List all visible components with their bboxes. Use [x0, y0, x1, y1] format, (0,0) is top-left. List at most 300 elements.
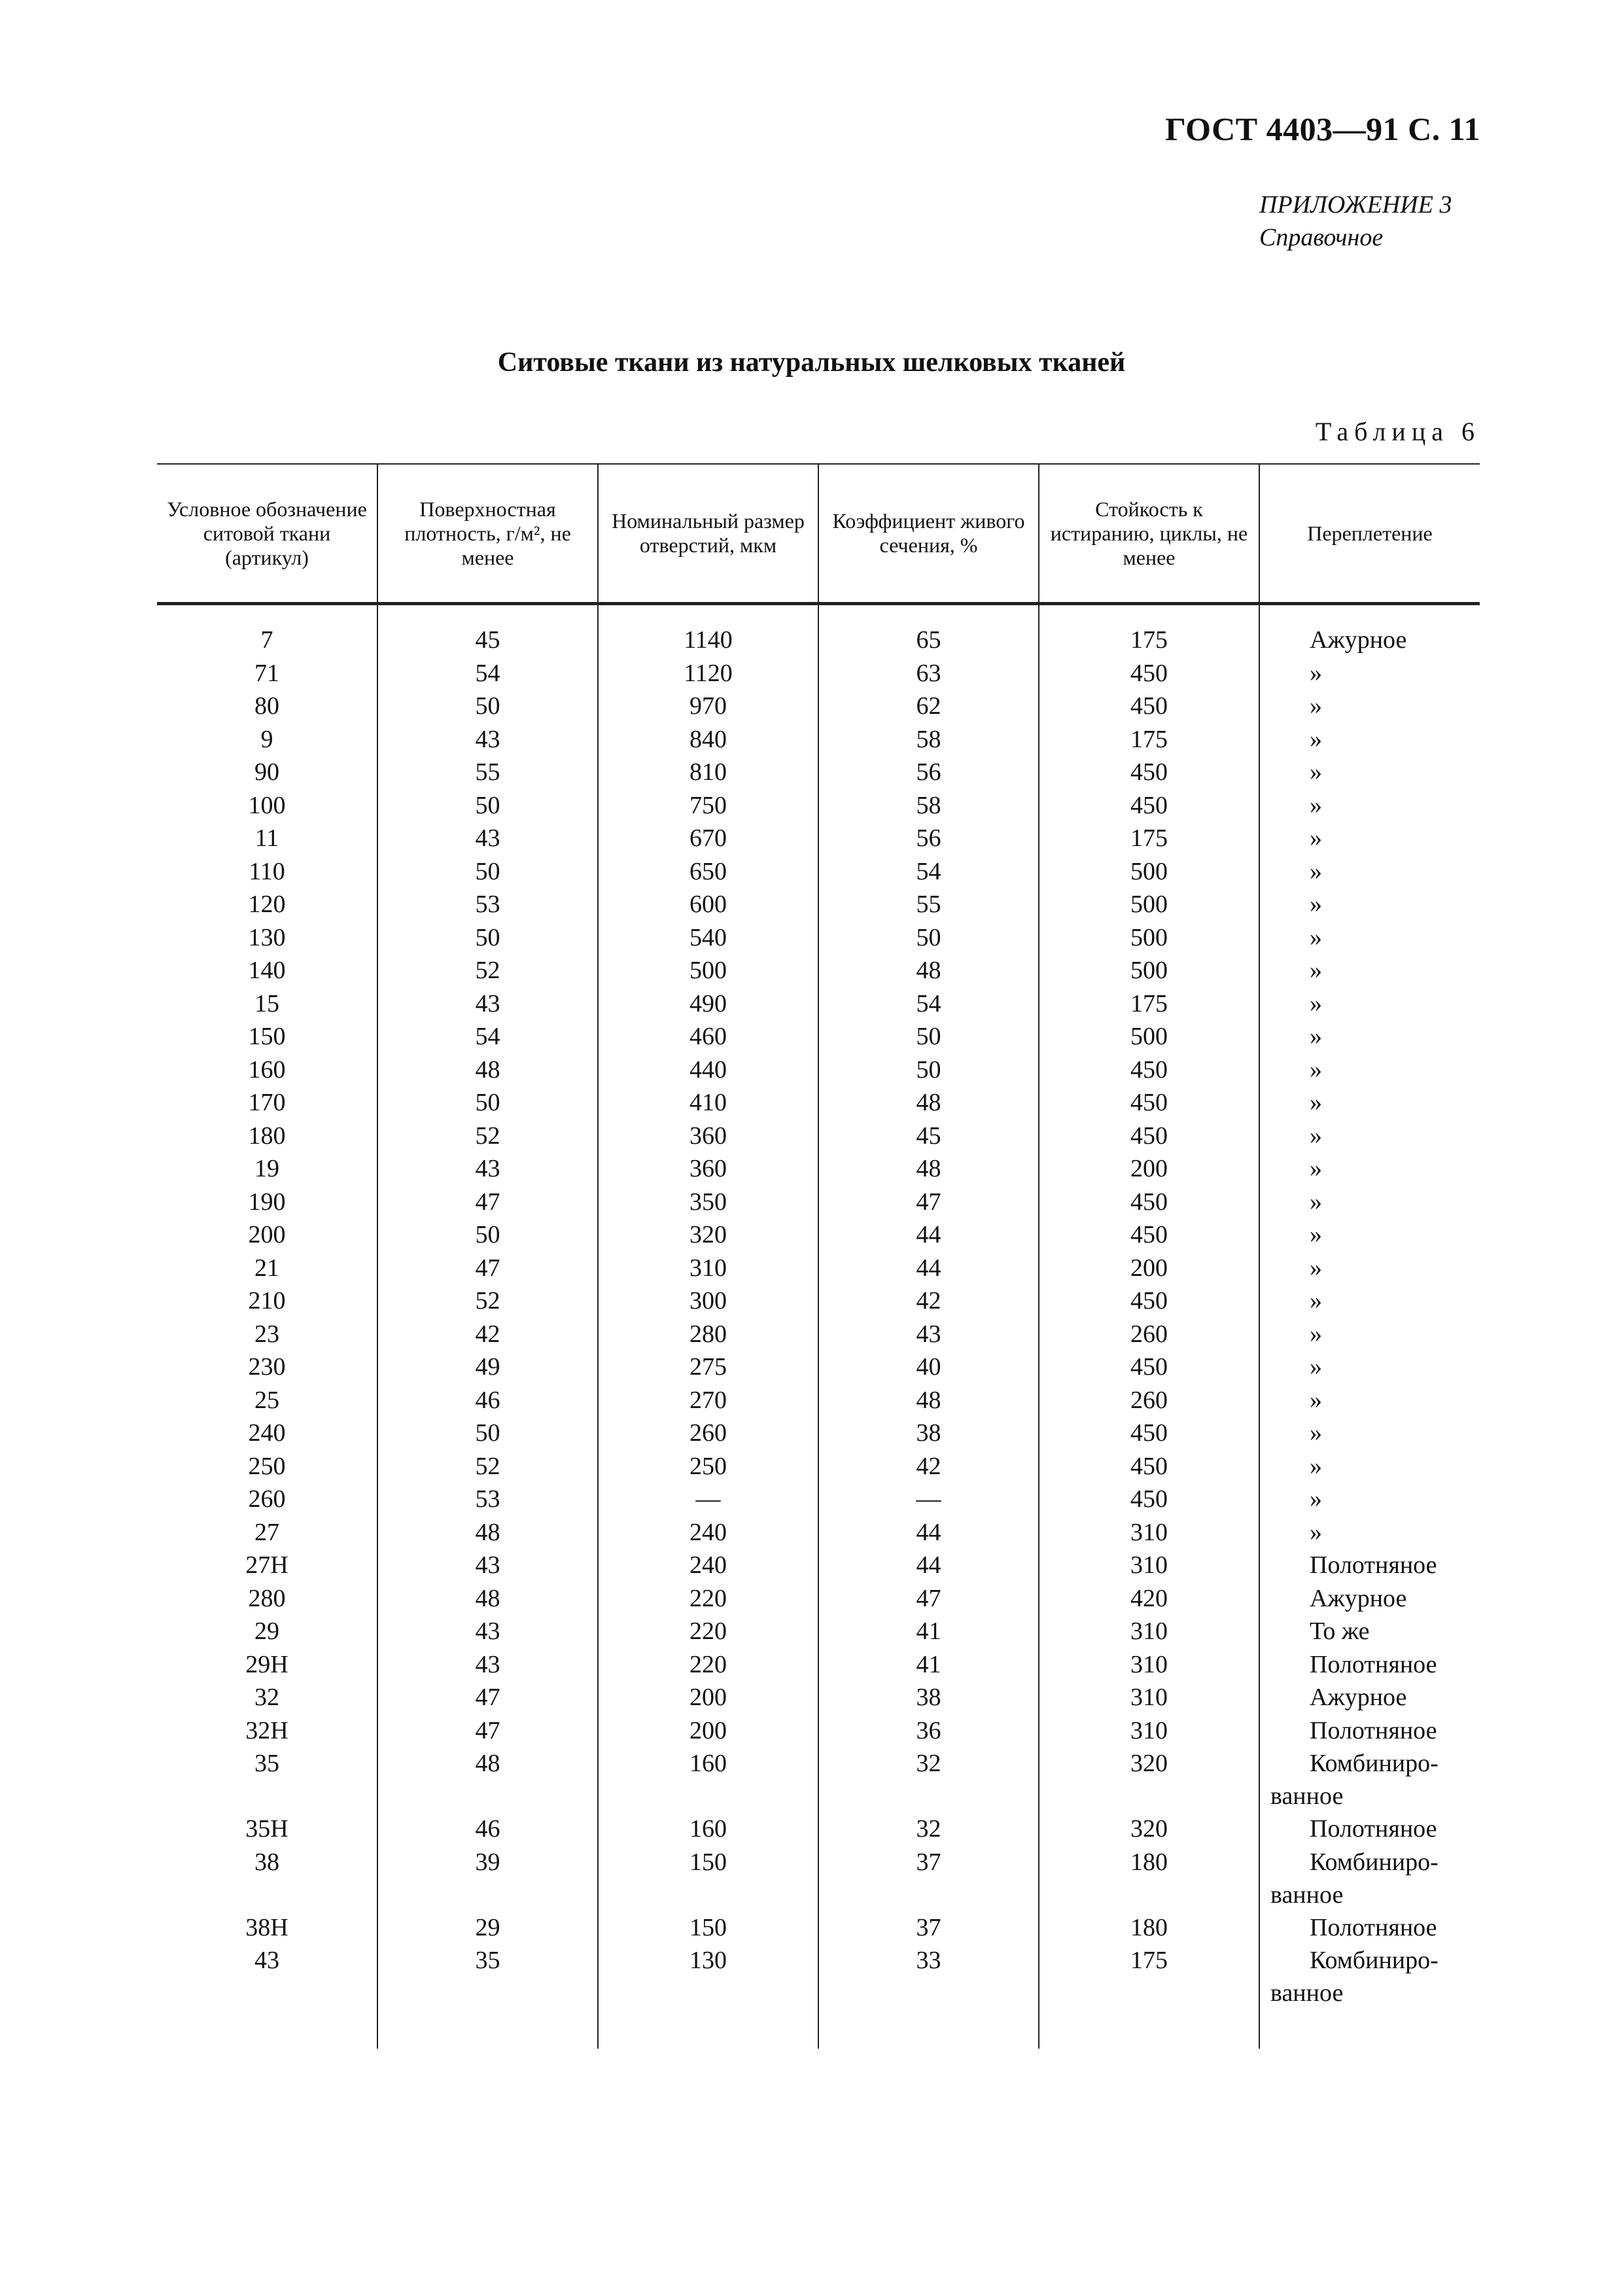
- table-row: [157, 1648, 1480, 1682]
- cell-aperture: 750: [598, 789, 818, 822]
- weave-text-continuation: ванное: [1270, 1782, 1344, 1810]
- empty-cell: [377, 2009, 598, 2049]
- cell-designation: 43: [254, 1947, 279, 1974]
- cell-designation: 35Н: [245, 1815, 288, 1843]
- cell-open-area: —: [818, 1483, 1039, 1516]
- cell-abrasion: 310: [1039, 1648, 1259, 1682]
- weave-text: »: [1310, 989, 1322, 1017]
- cell-aperture: 810: [598, 756, 818, 789]
- cell-designation: 23: [254, 1320, 279, 1348]
- cell-density: 50: [377, 1086, 598, 1120]
- cell-open-area: 38: [818, 1417, 1039, 1450]
- table-row: [157, 690, 1480, 723]
- cell-designation: 15: [254, 989, 279, 1017]
- cell-aperture: 150: [598, 1911, 818, 1945]
- cell-open-area: 36: [818, 1714, 1039, 1748]
- weave-text: »: [1310, 659, 1322, 687]
- cell-designation: 250: [248, 1452, 286, 1480]
- cell-open-area: 58: [818, 723, 1039, 756]
- cell-open-area: 41: [818, 1648, 1039, 1682]
- weave-text: »: [1310, 923, 1322, 951]
- cell-density: 43: [377, 1549, 598, 1582]
- cell-abrasion: 310: [1039, 1714, 1259, 1748]
- cell-weave: [1259, 1218, 1480, 1252]
- cell-density: 48: [377, 1747, 598, 1812]
- cell-abrasion: 450: [1039, 1053, 1259, 1087]
- cell-abrasion: 450: [1039, 756, 1259, 789]
- weave-text: »: [1310, 824, 1322, 852]
- weave-text: Полотняное: [1310, 1913, 1437, 1941]
- cell-density: 50: [377, 855, 598, 889]
- weave-text: Комбиниро-: [1310, 1947, 1439, 1974]
- cell-designation: 200: [248, 1221, 286, 1248]
- weave-text: Полотняное: [1310, 1815, 1437, 1843]
- empty-cell: [818, 2009, 1039, 2049]
- cell-abrasion: 320: [1039, 1747, 1259, 1812]
- cell-aperture: 650: [598, 855, 818, 889]
- cell-open-area: 56: [818, 822, 1039, 855]
- cell-aperture: —: [598, 1483, 818, 1516]
- table-row: [157, 789, 1480, 822]
- cell-weave: [1259, 1681, 1480, 1714]
- cell-designation: 27: [254, 1518, 279, 1546]
- cell-density: 43: [377, 1648, 598, 1682]
- cell-open-area: 37: [818, 1911, 1039, 1945]
- cell-designation: 21: [254, 1254, 279, 1282]
- weave-text: То же: [1310, 1617, 1370, 1645]
- cell-open-area: 50: [818, 1053, 1039, 1087]
- cell-abrasion: 450: [1039, 1284, 1259, 1318]
- weave-text: »: [1310, 891, 1322, 918]
- cell-density: 52: [377, 1450, 598, 1483]
- cell-abrasion: 500: [1039, 888, 1259, 921]
- table-row: [157, 1284, 1480, 1318]
- cell-abrasion: 450: [1039, 1120, 1259, 1153]
- cell-aperture: 410: [598, 1086, 818, 1120]
- cell-abrasion: 310: [1039, 1615, 1259, 1648]
- cell-weave: [1259, 1186, 1480, 1219]
- cell-abrasion: 500: [1039, 855, 1259, 889]
- cell-designation: 100: [248, 791, 286, 819]
- cell-aperture: 350: [598, 1186, 818, 1219]
- cell-designation: 90: [254, 758, 279, 786]
- table-row: [157, 657, 1480, 690]
- empty-cell: [598, 2009, 818, 2049]
- cell-aperture: 540: [598, 921, 818, 955]
- cell-designation: 35: [254, 1750, 279, 1777]
- cell-weave: [1259, 1417, 1480, 1450]
- cell-open-area: 62: [818, 690, 1039, 723]
- cell-designation: 38: [254, 1848, 279, 1876]
- table-row: [157, 921, 1480, 955]
- table-row: [157, 1152, 1480, 1186]
- weave-text: »: [1310, 1221, 1322, 1248]
- cell-density: 50: [377, 921, 598, 955]
- weave-text: »: [1310, 1320, 1322, 1348]
- cell-density: 43: [377, 1152, 598, 1186]
- cell-density: 39: [377, 1846, 598, 1911]
- weave-text: »: [1310, 1485, 1322, 1513]
- cell-open-area: 44: [818, 1252, 1039, 1285]
- cell-aperture: 220: [598, 1648, 818, 1682]
- cell-aperture: 1140: [598, 604, 818, 657]
- cell-aperture: 160: [598, 1747, 818, 1812]
- cell-designation: 38Н: [245, 1913, 288, 1941]
- cell-designation: 29Н: [245, 1650, 288, 1678]
- cell-abrasion: 500: [1039, 921, 1259, 955]
- table-row: [157, 1186, 1480, 1219]
- table-row: [157, 822, 1480, 855]
- cell-designation: 150: [248, 1023, 286, 1050]
- cell-weave: [1259, 1812, 1480, 1846]
- weave-text: »: [1310, 1023, 1322, 1050]
- cell-designation: 25: [254, 1386, 279, 1414]
- weave-text-continuation: ванное: [1270, 1979, 1344, 2007]
- cell-density: 46: [377, 1812, 598, 1846]
- weave-text: »: [1310, 758, 1322, 786]
- table-row: [157, 1351, 1480, 1384]
- cell-weave: [1259, 756, 1480, 789]
- cell-designation: 110: [249, 857, 285, 885]
- cell-open-area: 40: [818, 1351, 1039, 1384]
- cell-weave: [1259, 1086, 1480, 1120]
- cell-designation: 7: [260, 626, 273, 654]
- cell-density: 50: [377, 1218, 598, 1252]
- cell-abrasion: 175: [1039, 1944, 1259, 2009]
- cell-abrasion: 260: [1039, 1318, 1259, 1351]
- cell-abrasion: 310: [1039, 1516, 1259, 1549]
- table-row: [157, 1812, 1480, 1846]
- cell-abrasion: 320: [1039, 1812, 1259, 1846]
- table-row: [157, 987, 1480, 1021]
- cell-abrasion: 450: [1039, 1450, 1259, 1483]
- cell-weave: [1259, 921, 1480, 955]
- cell-weave: [1259, 1483, 1480, 1516]
- cell-open-area: 37: [818, 1846, 1039, 1911]
- cell-abrasion: 175: [1039, 822, 1259, 855]
- table-tail-spacer: [157, 2009, 1480, 2049]
- cell-weave: [1259, 1120, 1480, 1153]
- cell-designation: 80: [254, 692, 279, 720]
- cell-open-area: 42: [818, 1450, 1039, 1483]
- cell-abrasion: 260: [1039, 1384, 1259, 1417]
- weave-text: »: [1310, 1518, 1322, 1546]
- table-row: [157, 1582, 1480, 1616]
- table-row: [157, 1450, 1480, 1483]
- cell-density: 49: [377, 1351, 598, 1384]
- cell-weave: [1259, 1549, 1480, 1582]
- cell-density: 42: [377, 1318, 598, 1351]
- cell-density: 43: [377, 987, 598, 1021]
- cell-aperture: 320: [598, 1218, 818, 1252]
- cell-open-area: 63: [818, 657, 1039, 690]
- cell-weave: [1259, 1648, 1480, 1682]
- table-row: [157, 1681, 1480, 1714]
- column-header-aperture: Номинальный размер отверстий, мкм: [598, 464, 818, 604]
- cell-weave: [1259, 1516, 1480, 1549]
- cell-open-area: 65: [818, 604, 1039, 657]
- cell-weave: [1259, 1284, 1480, 1318]
- cell-aperture: 200: [598, 1681, 818, 1714]
- empty-cell: [1039, 2009, 1259, 2049]
- table-row: [157, 1714, 1480, 1748]
- cell-density: 47: [377, 1681, 598, 1714]
- weave-text: »: [1310, 1353, 1322, 1381]
- cell-abrasion: 175: [1039, 604, 1259, 657]
- cell-aperture: 600: [598, 888, 818, 921]
- cell-aperture: 840: [598, 723, 818, 756]
- cell-open-area: 58: [818, 789, 1039, 822]
- cell-aperture: 670: [598, 822, 818, 855]
- cell-designation: 180: [248, 1122, 286, 1150]
- weave-text: »: [1310, 1419, 1322, 1447]
- cell-designation: 32: [254, 1684, 279, 1711]
- empty-cell: [1259, 2009, 1480, 2049]
- cell-density: 47: [377, 1714, 598, 1748]
- cell-weave: [1259, 1252, 1480, 1285]
- cell-open-area: 48: [818, 1384, 1039, 1417]
- table-row: [157, 1020, 1480, 1053]
- table-row: [157, 1417, 1480, 1450]
- cell-designation: 9: [260, 725, 273, 753]
- cell-designation: 160: [248, 1055, 286, 1084]
- table-row: [157, 1549, 1480, 1582]
- cell-open-area: 42: [818, 1284, 1039, 1318]
- cell-weave: [1259, 789, 1480, 822]
- table-caption: Таблица 6: [1315, 417, 1480, 446]
- cell-aperture: 270: [598, 1384, 818, 1417]
- cell-designation: 280: [248, 1584, 286, 1612]
- cell-density: 43: [377, 1615, 598, 1648]
- cell-aperture: 280: [598, 1318, 818, 1351]
- weave-text: Полотняное: [1310, 1650, 1437, 1678]
- cell-open-area: 50: [818, 1020, 1039, 1053]
- cell-density: 43: [377, 723, 598, 756]
- cell-density: 48: [377, 1582, 598, 1616]
- cell-weave: [1259, 1714, 1480, 1748]
- cell-aperture: 160: [598, 1812, 818, 1846]
- cell-density: 50: [377, 690, 598, 723]
- table-row: [157, 1944, 1480, 2009]
- cell-weave: [1259, 1846, 1480, 1911]
- cell-aperture: 500: [598, 954, 818, 987]
- cell-density: 54: [377, 1020, 598, 1053]
- document-reference: ГОСТ 4403—91 С. 11: [1165, 111, 1480, 147]
- cell-weave: [1259, 723, 1480, 756]
- cell-open-area: 45: [818, 1120, 1039, 1153]
- weave-text: »: [1310, 725, 1322, 753]
- cell-density: 54: [377, 657, 598, 690]
- cell-weave: [1259, 690, 1480, 723]
- cell-abrasion: 175: [1039, 987, 1259, 1021]
- cell-designation: 130: [248, 923, 286, 951]
- cell-density: 35: [377, 1944, 598, 2009]
- cell-open-area: 56: [818, 756, 1039, 789]
- cell-density: 48: [377, 1516, 598, 1549]
- cell-weave: [1259, 1911, 1480, 1945]
- cell-open-area: 47: [818, 1186, 1039, 1219]
- table-row: [157, 604, 1480, 657]
- cell-open-area: 55: [818, 888, 1039, 921]
- table-row: [157, 1911, 1480, 1945]
- cell-weave: [1259, 888, 1480, 921]
- cell-designation: 140: [248, 957, 286, 984]
- cell-abrasion: 450: [1039, 1218, 1259, 1252]
- cell-density: 47: [377, 1186, 598, 1219]
- cell-abrasion: 200: [1039, 1152, 1259, 1186]
- cell-density: 29: [377, 1911, 598, 1945]
- cell-open-area: 32: [818, 1812, 1039, 1846]
- weave-text: Комбиниро-: [1310, 1750, 1439, 1777]
- cell-weave: [1259, 1747, 1480, 1812]
- cell-aperture: 275: [598, 1351, 818, 1384]
- cell-open-area: 54: [818, 855, 1039, 889]
- cell-abrasion: 500: [1039, 954, 1259, 987]
- cell-weave: [1259, 1944, 1480, 2009]
- cell-density: 46: [377, 1384, 598, 1417]
- table-row: [157, 1120, 1480, 1153]
- cell-weave: [1259, 987, 1480, 1021]
- cell-aperture: 240: [598, 1549, 818, 1582]
- table-row: [157, 855, 1480, 889]
- weave-text: »: [1310, 957, 1322, 984]
- weave-text: »: [1310, 1122, 1322, 1150]
- cell-weave: [1259, 657, 1480, 690]
- weave-text: »: [1310, 1089, 1322, 1116]
- cell-aperture: 220: [598, 1582, 818, 1616]
- cell-weave: [1259, 1384, 1480, 1417]
- table-row: [157, 756, 1480, 789]
- cell-designation: 71: [254, 659, 279, 687]
- table-row: [157, 1384, 1480, 1417]
- table-row: [157, 954, 1480, 987]
- cell-abrasion: 500: [1039, 1020, 1259, 1053]
- appendix-type: Справочное: [1259, 224, 1384, 251]
- cell-designation: 11: [254, 824, 279, 852]
- weave-text: Полотняное: [1310, 1716, 1437, 1744]
- cell-abrasion: 180: [1039, 1911, 1259, 1945]
- cell-aperture: 220: [598, 1615, 818, 1648]
- cell-aperture: 200: [598, 1714, 818, 1748]
- table-row: [157, 1252, 1480, 1285]
- table-row: [157, 1483, 1480, 1516]
- cell-designation: 27Н: [245, 1551, 288, 1579]
- cell-open-area: 47: [818, 1582, 1039, 1616]
- cell-open-area: 38: [818, 1681, 1039, 1714]
- cell-abrasion: 200: [1039, 1252, 1259, 1285]
- cell-abrasion: 450: [1039, 1417, 1259, 1450]
- cell-abrasion: 175: [1039, 723, 1259, 756]
- cell-abrasion: 450: [1039, 657, 1259, 690]
- cell-aperture: 970: [598, 690, 818, 723]
- cell-open-area: 48: [818, 954, 1039, 987]
- column-header-designation: Условное обозначение ситовой ткани (артикул): [157, 464, 377, 604]
- table-row: [157, 1516, 1480, 1549]
- cell-aperture: 1120: [598, 657, 818, 690]
- cell-designation: 240: [248, 1419, 286, 1447]
- table-row: [157, 1086, 1480, 1120]
- cell-open-area: 32: [818, 1747, 1039, 1812]
- cell-aperture: 440: [598, 1053, 818, 1087]
- cell-designation: 260: [248, 1485, 286, 1513]
- cell-abrasion: 450: [1039, 1351, 1259, 1384]
- appendix-label: [1259, 188, 1452, 254]
- weave-text: »: [1310, 791, 1322, 819]
- cell-designation: 230: [248, 1353, 286, 1381]
- cell-open-area: 48: [818, 1152, 1039, 1186]
- cell-open-area: 41: [818, 1615, 1039, 1648]
- cell-designation: 32Н: [245, 1716, 288, 1744]
- cell-aperture: 310: [598, 1252, 818, 1285]
- cell-designation: 19: [254, 1155, 279, 1182]
- cell-density: 52: [377, 1120, 598, 1153]
- cell-density: 50: [377, 789, 598, 822]
- weave-text: »: [1310, 1254, 1322, 1282]
- cell-abrasion: 450: [1039, 789, 1259, 822]
- column-header-open-area: Коэффициент живого сечения, %: [818, 464, 1039, 604]
- cell-density: 43: [377, 822, 598, 855]
- table-header-row: [157, 464, 1480, 604]
- weave-text: Ажурное: [1310, 626, 1407, 654]
- cell-weave: [1259, 1020, 1480, 1053]
- cell-density: 50: [377, 1417, 598, 1450]
- cell-designation: 170: [248, 1089, 286, 1116]
- cell-aperture: 250: [598, 1450, 818, 1483]
- cell-designation: 190: [248, 1188, 286, 1216]
- table-row: [157, 1846, 1480, 1911]
- appendix-number: ПРИЛОЖЕНИЕ 3: [1259, 191, 1452, 219]
- cell-density: 52: [377, 1284, 598, 1318]
- cell-aperture: 490: [598, 987, 818, 1021]
- cell-open-area: 44: [818, 1218, 1039, 1252]
- cell-aperture: 240: [598, 1516, 818, 1549]
- weave-text: »: [1310, 1452, 1322, 1480]
- table-row: [157, 1615, 1480, 1648]
- cell-weave: [1259, 1318, 1480, 1351]
- cell-density: 48: [377, 1053, 598, 1087]
- cell-open-area: 33: [818, 1944, 1039, 2009]
- cell-weave: [1259, 1450, 1480, 1483]
- cell-aperture: 360: [598, 1152, 818, 1186]
- cell-weave: [1259, 954, 1480, 987]
- table-row: [157, 723, 1480, 756]
- table-row: [157, 1218, 1480, 1252]
- weave-text: »: [1310, 857, 1322, 885]
- cell-weave: [1259, 1615, 1480, 1648]
- cell-abrasion: 450: [1039, 1186, 1259, 1219]
- weave-text: »: [1310, 1055, 1322, 1084]
- cell-density: 45: [377, 604, 598, 657]
- cell-abrasion: 310: [1039, 1681, 1259, 1714]
- cell-aperture: 130: [598, 1944, 818, 2009]
- table-body: [157, 604, 1480, 2049]
- cell-designation: 210: [248, 1287, 286, 1315]
- cell-open-area: 50: [818, 921, 1039, 955]
- cell-weave: [1259, 1351, 1480, 1384]
- weave-text: Ажурное: [1310, 1684, 1407, 1711]
- cell-open-area: 48: [818, 1086, 1039, 1120]
- weave-text: »: [1310, 692, 1322, 720]
- cell-density: 55: [377, 756, 598, 789]
- cell-open-area: 43: [818, 1318, 1039, 1351]
- cell-density: 52: [377, 954, 598, 987]
- table-row: [157, 888, 1480, 921]
- weave-text-continuation: ванное: [1270, 1881, 1344, 1909]
- cell-designation: 29: [254, 1617, 279, 1645]
- column-header-density: Поверхностная плотность, г/м², не менее: [377, 464, 598, 604]
- sieve-fabric-table: [157, 463, 1480, 2049]
- weave-text: Ажурное: [1310, 1584, 1407, 1612]
